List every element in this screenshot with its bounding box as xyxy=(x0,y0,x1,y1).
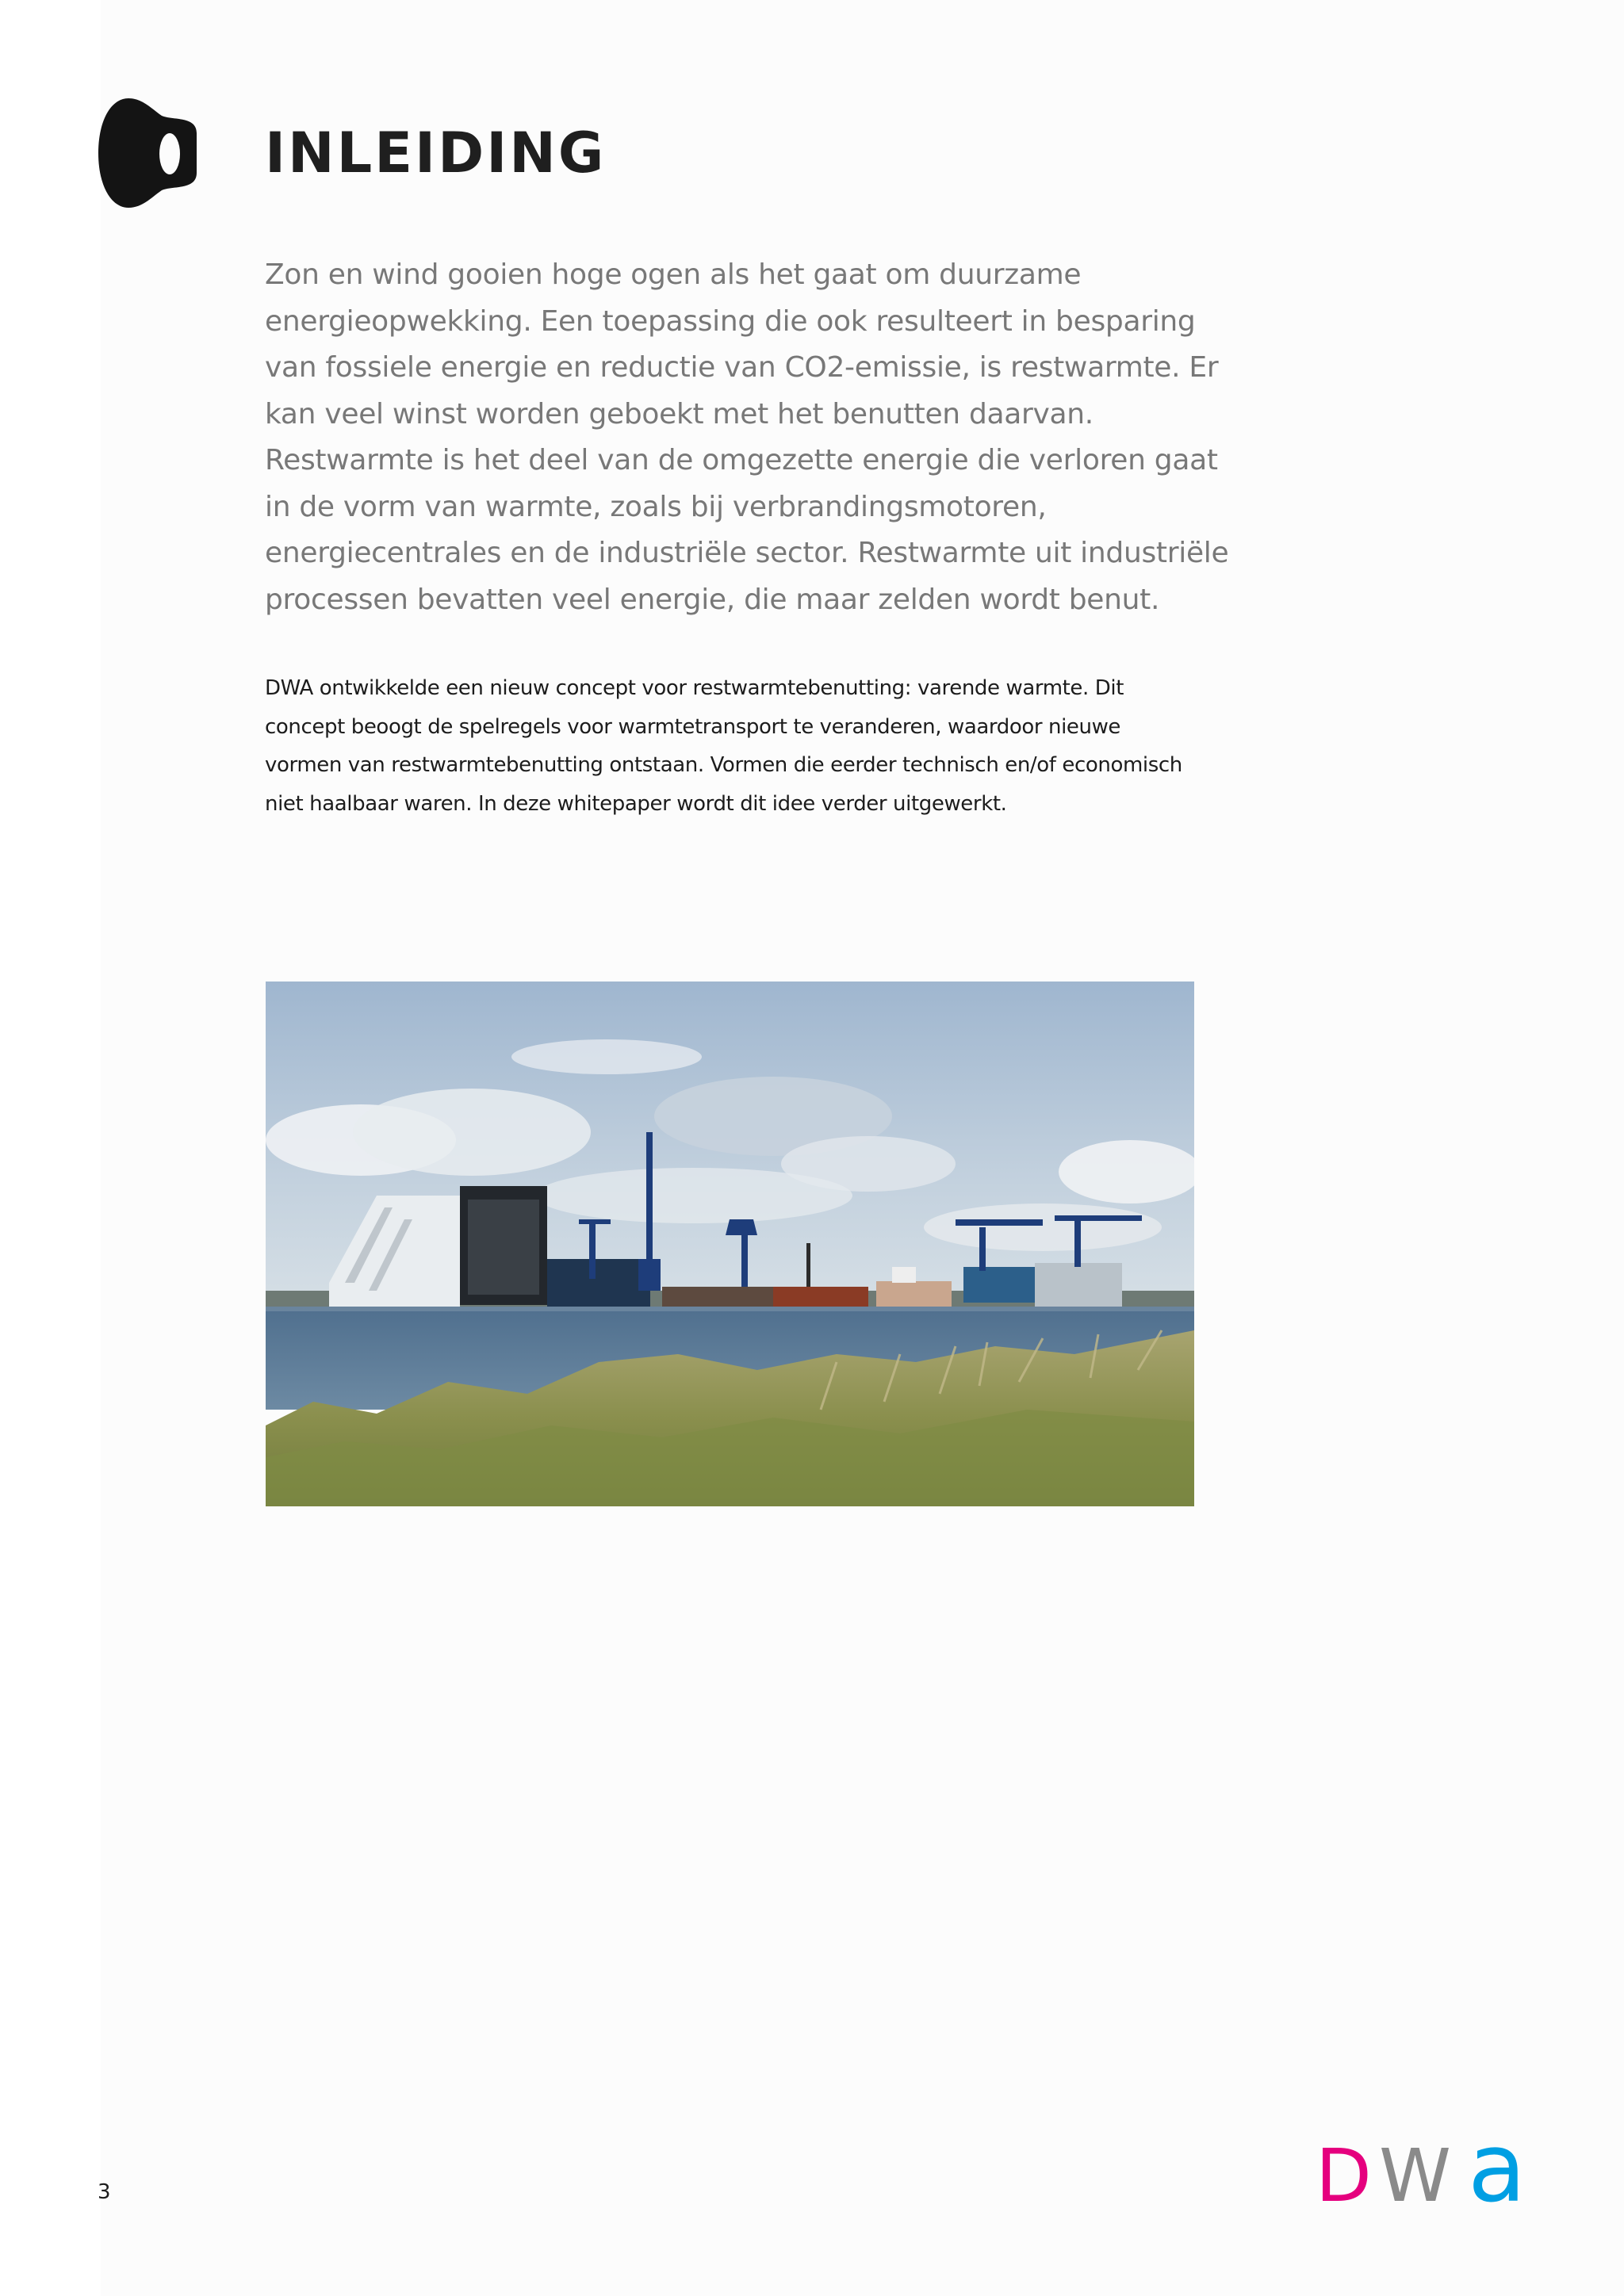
brand-letter-d: D xyxy=(1316,2133,1372,2212)
intro-line: in de vorm van warmte, zoals bij verbrandingsmotoren, xyxy=(265,490,1047,523)
page-title: INLEIDING xyxy=(265,121,607,186)
body-line: concept beoogt de spelregels voor warmtetransport te veranderen, waardoor nieuwe xyxy=(265,714,1121,739)
intro-line: processen bevatten veel energie, die maar zelden wordt benut. xyxy=(265,583,1160,616)
harbour-shipyard-photo xyxy=(266,982,1194,1506)
intro-line: kan veel winst worden geboekt met het benutten daarvan. xyxy=(265,397,1094,430)
dwa-brand-logo xyxy=(1312,2125,1534,2212)
brand-letter-w: W xyxy=(1379,2133,1451,2212)
brand-letter-a: a xyxy=(1468,2125,1526,2212)
dwa-mark-icon xyxy=(97,97,198,209)
page-number: 3 xyxy=(98,2180,111,2204)
body-paragraph xyxy=(265,669,1248,823)
intro-line: energieopwekking. Een toepassing die ook resulteert in besparing xyxy=(265,304,1196,338)
body-line: vormen van restwarmtebenutting ontstaan. Vormen die eerder technisch en/of economisch xyxy=(265,753,1182,777)
body-line: DWA ontwikkelde een nieuw concept voor restwarmtebenutting: varende warmte. Dit xyxy=(265,676,1124,700)
body-line: niet haalbaar waren. In deze whitepaper wordt dit idee verder uitgewerkt. xyxy=(265,791,1007,816)
intro-line: energiecentrales en de industriële sector. Restwarmte uit industriële xyxy=(265,537,1229,569)
intro-line: van fossiele energie en reductie van CO2-emissie, is restwarmte. Er xyxy=(265,351,1219,384)
intro-paragraph xyxy=(265,252,1229,623)
intro-line: Restwarmte is het deel van de omgezette energie die verloren gaat xyxy=(265,444,1218,476)
intro-line: Zon en wind gooien hoge ogen als het gaat om duurzame xyxy=(265,258,1082,291)
